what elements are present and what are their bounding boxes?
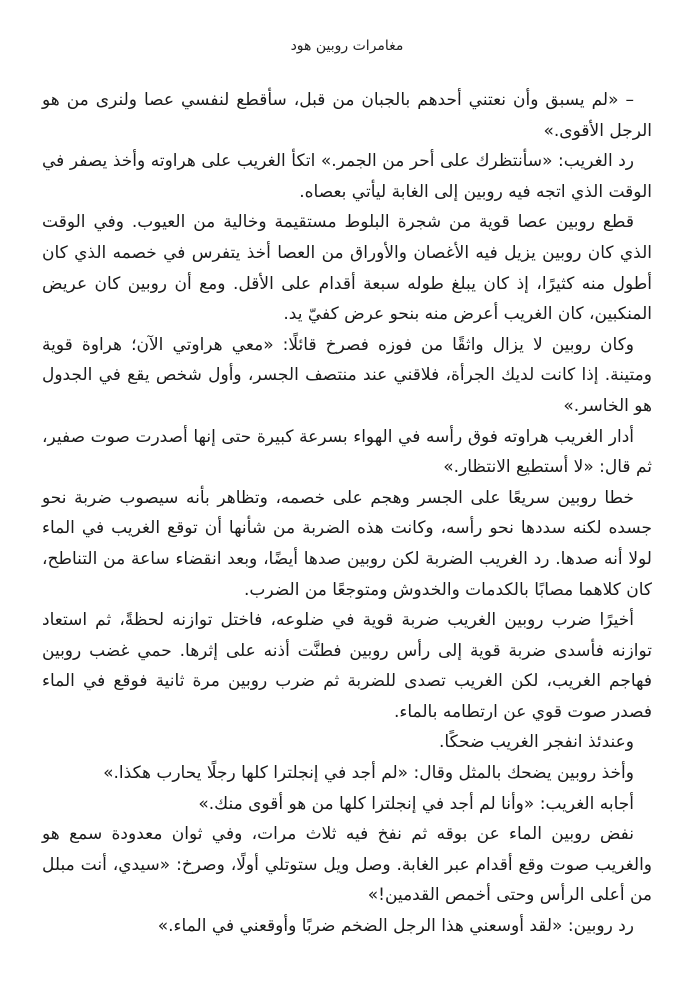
paragraph: – «لم يسبق وأن نعتني أحدهم بالجبان من قبل، سأقطع لنفسي عصا ولنرى من هو الرجل الأقوى.» bbox=[42, 90, 652, 141]
body-text bbox=[42, 85, 652, 942]
paragraph: وكان روبين لا يزال واثقًا من فوزه فصرخ قائلًا: «معي هراوتي الآن؛ هراوة قوية ومتينة. إذا كانت لديك الجرأة، فلاقني عند منتصف الجسر، وأول شخص يقع في الجدول هو الخاسر.» bbox=[42, 334, 652, 416]
paragraph: رد روبين: «لقد أوسعني هذا الرجل الضخم ضربًا وأوقعني في الماء.» bbox=[157, 916, 634, 937]
paragraph: نفض روبين الماء عن بوقه ثم نفخ فيه ثلاث مرات، وفي ثوان معدودة سمع هو والغريب صوت وقع أقدام عبر الغابة. وصل ويل ستوتلي أولًا، وصرخ: «سيدي، أنت مبلل من أعلى الرأس وحتى أخمص القدمين!» bbox=[42, 824, 652, 906]
paragraph: أخيرًا ضرب روبين الغريب ضربة قوية في ضلوعه، فاختل توازنه لحظةً، ثم استعاد توازنه فأسدى ضربة قوية إلى رأس روبين فطنَّت أذنه على إثرها. حمي غضب روبين فهاجم الغريب، لكن الغريب تصدى للضربة ثم ضرب روبين مرة ثانية فوقع في الماء فصدر صوت قوي عن ارتطامه بالماء. bbox=[42, 610, 652, 722]
paragraph: أدار الغريب هراوته فوق رأسه في الهواء بسرعة كبيرة حتى إنها أصدرت صوت صفير، ثم قال: «لا أستطيع الانتظار.» bbox=[42, 426, 652, 478]
running-header: مغامرات روبين هود bbox=[290, 38, 404, 54]
paragraph: وعندئذ انفجر الغريب ضحكًا. bbox=[439, 732, 634, 753]
paragraph: أجابه الغريب: «وأنا لم أجد في إنجلترا كلها من هو أقوى منك.» bbox=[198, 793, 634, 814]
paragraph: رد الغريب: «سأنتظرك على أحر من الجمر.» اتكأ الغريب على هراوته وأخذ يصفر في الوقت الذي اتجه فيه روبين إلى الغابة ليأتي بعصاه. bbox=[42, 151, 652, 202]
paragraph: قطع روبين عصا قوية من شجرة البلوط مستقيمة وخالية من العيوب. وفي الوقت الذي كان روبين يزيل فيه الأغصان والأوراق من العصا أخذ يتفرس في خصمه الذي كان أطول منه كثيرًا، إذ كان يبلغ طوله سبعة أقدام على الأقل. ومع أن روبين كان عريض المنكبين، كان الغريب أعرض منه بنحو عرض كفيّ يد. bbox=[42, 212, 652, 325]
paragraph: وأخذ روبين يضحك بالمثل وقال: «لم أجد في إنجلترا كلها رجلًا يحارب هكذا.» bbox=[103, 763, 634, 784]
paragraph: خطا روبين سريعًا على الجسر وهجم على خصمه، وتظاهر بأنه سيصوب ضربة نحو جسده لكنه سددها نحو رأسه، وكانت هذه الضربة من شأنها أن توقع الغريب في الماء لولا أنه صدها. رد الغريب الضربة لكن روبين صدها أيضًا، وبعد انقضاء ساعة من التناطح، كان كلاهما مصابًا بالكدمات والخدوش ومتوجعًا من الضرب. bbox=[42, 487, 652, 600]
